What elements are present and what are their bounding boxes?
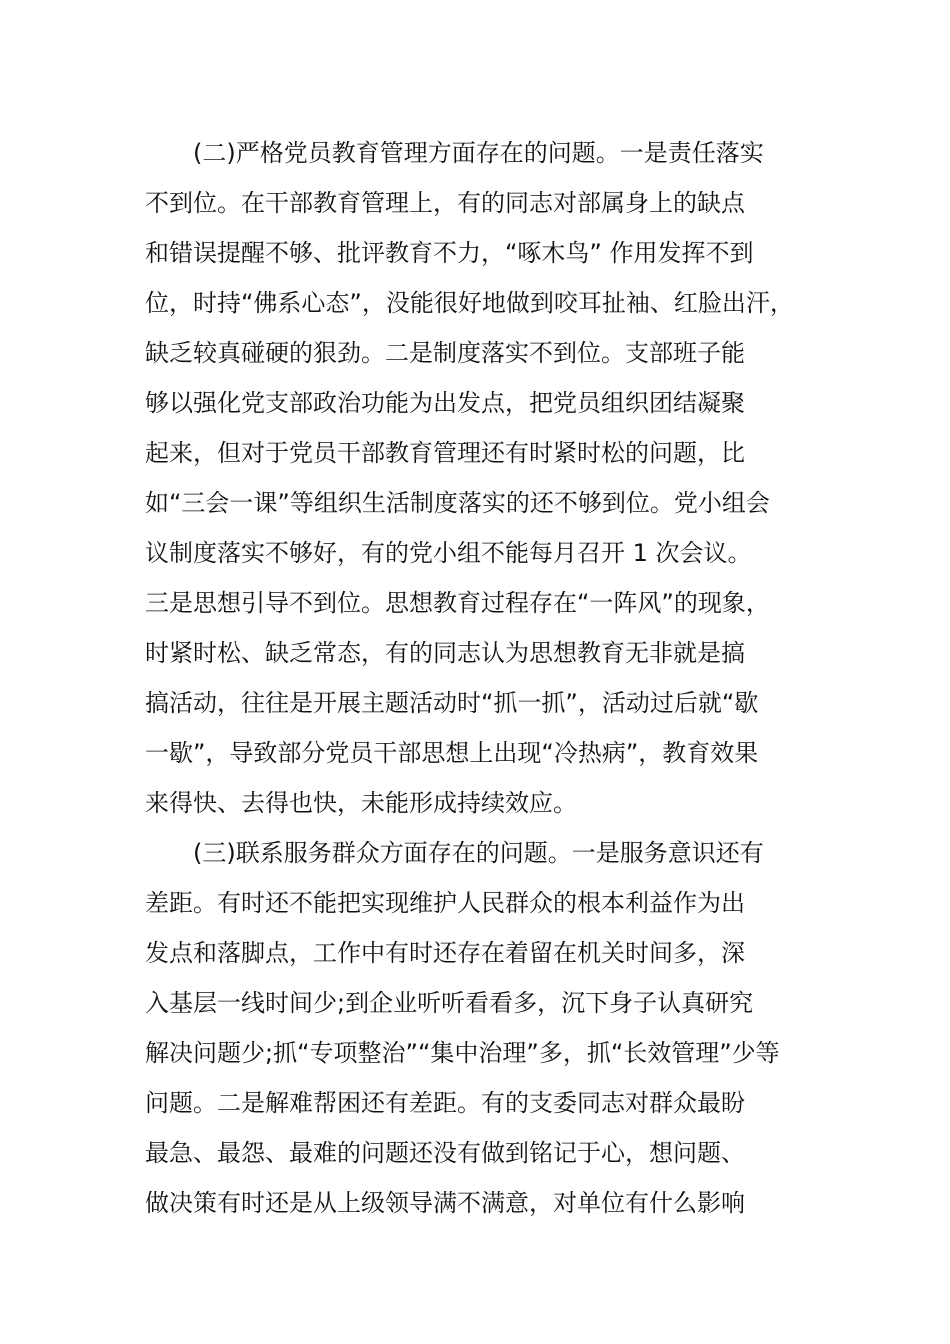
text-line: 发点和落脚点，工作中有时还存在着留在机关时间多，深 bbox=[145, 939, 745, 967]
text-line: 三是思想引导不到位。思想教育过程存在“一阵风”的现象， bbox=[145, 589, 770, 617]
text-line: 不到位。在干部教育管理上，有的同志对部属身上的缺点 bbox=[145, 189, 745, 217]
text-line: 如“三会一课”等组织生活制度落实的还不够到位。党小组会 bbox=[145, 489, 770, 517]
paragraph-3-heading-line: (三)联系服务群众方面存在的问题。一是服务意识还有 bbox=[193, 839, 764, 867]
text-line: 一歇”，导致部分党员干部思想上出现“冷热病”，教育效果 bbox=[145, 739, 759, 767]
text-line: 起来，但对于党员干部教育管理还有时紧时松的问题，比 bbox=[145, 439, 745, 467]
text-line: 最急、最怨、最难的问题还没有做到铭记于心，想问题、 bbox=[145, 1139, 745, 1167]
text-line: 和错误提醒不够、批评教育不力，“啄木鸟” 作用发挥不到 bbox=[145, 239, 754, 267]
text-line: 位，时持“佛系心态”，没能很好地做到咬耳扯袖、红脸出汗， bbox=[145, 289, 794, 317]
text-line: 解决问题少;抓“专项整治”“集中治理”多，抓“长效管理”少等 bbox=[145, 1039, 780, 1067]
text-line: 做决策有时还是从上级领导满不满意，对单位有什么影响 bbox=[145, 1189, 745, 1217]
text-line: 议制度落实不够好，有的党小组不能每月召开 1 次会议。 bbox=[145, 539, 752, 567]
text-line: 缺乏较真碰硬的狠劲。二是制度落实不到位。支部班子能 bbox=[145, 339, 745, 367]
text-line: 搞活动，往往是开展主题活动时“抓一抓”，活动过后就“歇 bbox=[145, 689, 759, 717]
text-line: 够以强化党支部政治功能为出发点，把党员组织团结凝聚 bbox=[145, 389, 745, 417]
text-line: 来得快、去得也快，未能形成持续效应。 bbox=[145, 789, 577, 817]
text-line: 时紧时松、缺乏常态，有的同志认为思想教育无非就是搞 bbox=[145, 639, 745, 667]
text-line: 入基层一线时间少;到企业听听看看多，沉下身子认真研究 bbox=[145, 989, 754, 1017]
paragraph-2-heading-line: (二)严格党员教育管理方面存在的问题。一是责任落实 bbox=[193, 139, 764, 167]
text-line: 问题。二是解难帮困还有差距。有的支委同志对群众最盼 bbox=[145, 1089, 745, 1117]
text-line: 差距。有时还不能把实现维护人民群众的根本利益作为出 bbox=[145, 889, 745, 917]
